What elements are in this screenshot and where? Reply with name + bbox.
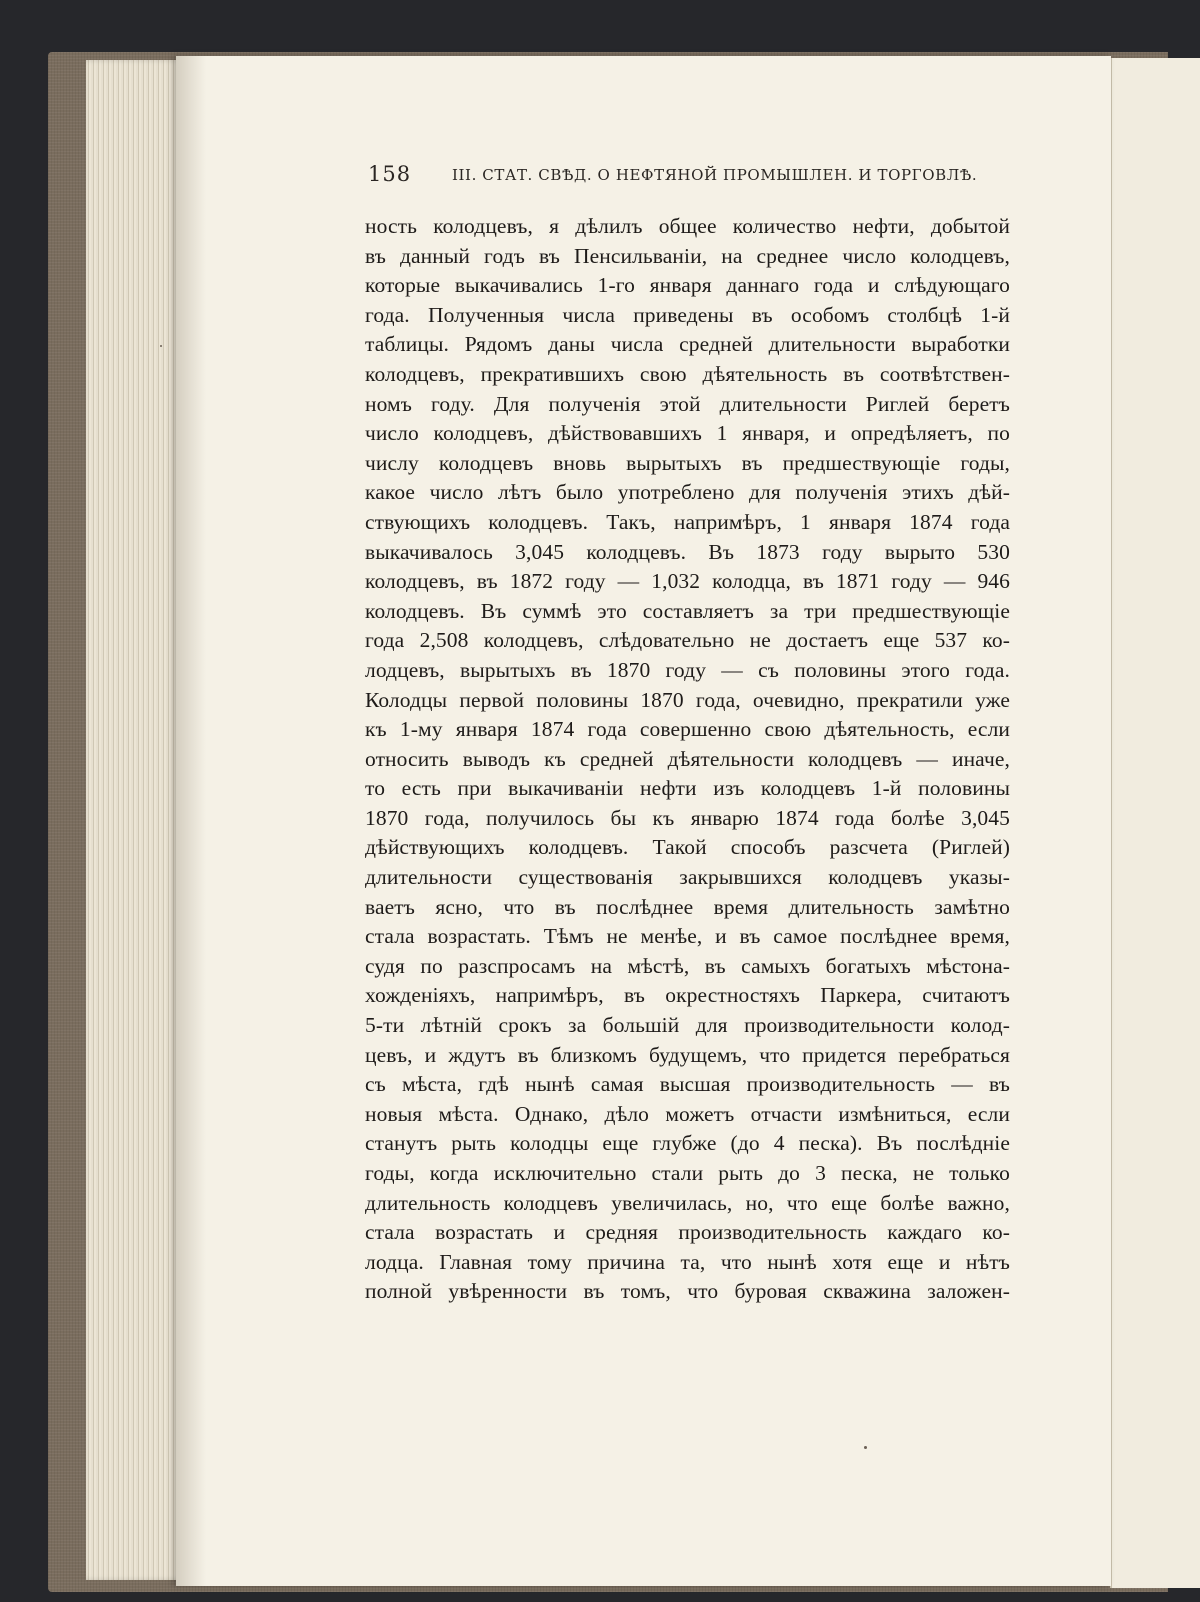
text-line: Колодцы первой половины 1870 года, очевидно, прекратили уже [365,687,1010,712]
text-line: лодца. Главная тому причина та, что нынѣ хотя еще и нѣтъ [365,1249,1010,1274]
text-line: лодцевъ, вырытыхъ въ 1870 году — съ половины этого года. [365,657,1010,682]
text-line: года 2,508 колодцевъ, слѣдовательно не достаетъ еще 537 ко- [365,628,1010,653]
text-line: ность колодцевъ, я дѣлилъ общее количество нефти, добытой [365,214,1010,238]
text-line: колодцевъ, прекратившихъ свою дѣятельность въ соотвѣтствен- [365,361,1010,386]
text-line: стала возрастать. Тѣмъ не менѣе, и въ самое послѣднее время, [365,924,1010,949]
text-line: длительность колодцевъ увеличилась, но, что еще болѣе важно, [365,1190,1010,1215]
page-edges [86,60,186,1580]
text-line: 1870 года, получилось бы къ январю 1874 года болѣе 3,045 [365,805,1010,830]
text-line: годы, когда исключительно стали рыть до 3 песка, не только [365,1161,1010,1185]
text-line: таблицы. Рядомъ даны числа средней длительности выработки [365,332,1010,357]
text-line: цевъ, и ждутъ въ близкомъ будущемъ, что придется перебраться [365,1042,1010,1067]
text-line: относить выводъ къ средней дѣятельности колодцевъ — иначе, [365,746,1010,771]
text-line: ствующихъ колодцевъ. Такъ, напримѣръ, 1 января 1874 года [365,509,1010,534]
paper-speck [864,1446,867,1449]
text-line: числу колодцевъ вновь вырытыхъ въ предшествующіе годы, [365,450,1010,475]
text-line: выкачивалось 3,045 колодцевъ. Въ 1873 году вырыто 530 [365,539,1010,564]
text-line: которые выкачивались 1-го января даннаго года и слѣдующаго [365,273,1010,298]
text-line: какое число лѣтъ было употреблено для полученія этихъ дѣй- [365,480,1010,505]
text-line: дѣйствующихъ колодцевъ. Такой способъ разсчета (Риглей) [365,835,1010,860]
text-line: полной увѣренности въ томъ, что буровая скважина заложен- [365,1279,1010,1304]
text-line: стала возрастать и средняя производительность каждаго ко- [365,1220,1010,1245]
text-line: число колодцевъ, дѣйствовавшихъ 1 января, и опредѣляетъ, по [365,421,1010,446]
text-line: 5-ти лѣтній срокъ за большій для производительности колод- [365,1013,1010,1038]
text-line: судя по разспросамъ на мѣстѣ, въ самыхъ богатыхъ мѣстона- [365,953,1010,978]
text-line: года. Полученныя числа приведены въ особомъ столбцѣ 1-й [365,302,1010,327]
text-line: съ мѣста, гдѣ нынѣ самая высшая производительность — въ [365,1072,1010,1097]
running-head: III. СТАТ. СВѢД. О НЕФТЯНОЙ ПРОМЫШЛЕН. И ТОРГОВЛѢ. [452,166,978,184]
page-gutter-shadow [176,56,206,1586]
page-number: 158 [368,162,412,186]
paper-speck [160,345,162,347]
next-page-edge [1110,58,1200,1588]
text-line: хожденіяхъ, напримѣръ, въ окрестностяхъ Паркера, считаютъ [365,983,1010,1008]
text-line: ваетъ ясно, что въ послѣднее время длительность замѣтно [365,894,1010,919]
text-line: колодцевъ, въ 1872 году — 1,032 колодца, въ 1871 году — 946 [365,569,1010,594]
text-line: новыя мѣста. Однако, дѣло можетъ отчасти измѣниться, если [365,1101,1010,1126]
text-line: то есть при выкачиваніи нефти изъ колодцевъ 1-й половины [365,776,1010,801]
text-line: къ 1-му января 1874 года совершенно свою дѣятельность, если [365,717,1010,742]
text-line: длительности существованія закрывшихся колодцевъ указы- [365,865,1010,890]
page-header [368,162,1018,192]
body-text [365,212,1010,1307]
text-line: станутъ рыть колодцы еще глубже (до 4 песка). Въ послѣдніе [365,1131,1010,1156]
text-line: въ данный годъ въ Пенсильваніи, на среднее число колодцевъ, [365,243,1010,268]
text-line: колодцевъ. Въ суммѣ это составляетъ за три предшествующіе [365,598,1010,623]
text-line: номъ году. Для полученія этой длительности Риглей беретъ [365,391,1010,416]
